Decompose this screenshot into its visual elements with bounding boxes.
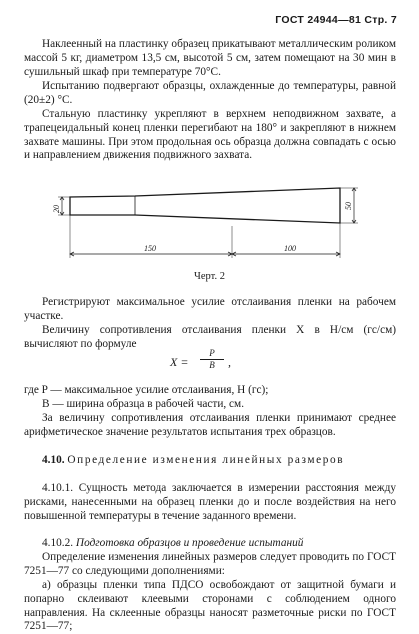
paragraph-rolling: Наклеенный на пластинку образец прикатывают металлическим роликом массой 5 кг, диаметром 13,5 см, высотой 5 см, затем помещают на 30 мин в сушильный шкаф при температуре 70°С. xyxy=(24,38,396,78)
paragraph-max-force: Регистрируют максимальное усилие отслаивания пленки на рабочем участке. xyxy=(24,296,396,322)
paragraph-average: За величину сопротивления отслаивания пленки принимают среднее арифметическое значение результатов испытания трех образцов. xyxy=(24,412,396,438)
right-length-label: 100 xyxy=(284,244,296,253)
formula-lhs: X = xyxy=(170,355,189,369)
paragraph-4-10-1: 4.10.1. Сущность метода заключается в измерении расстояния между рисками, нанесенными на образец пленки до и после воздействия на него повышенной температуры в течение заданного времени. xyxy=(24,482,396,522)
where-p: где P — максимальное усилие отслаивания, Н (гс); xyxy=(24,384,269,396)
page-label: Стр. xyxy=(364,14,388,26)
section-4-10-2-title: Подготовка образцов и проведение испытаний xyxy=(75,537,304,549)
formula xyxy=(170,348,300,378)
section-4-10-title: Определение изменения линейных размеров xyxy=(67,454,345,466)
formula-numerator: P xyxy=(209,348,215,358)
right-height-label: 50 xyxy=(344,202,353,210)
section-4-10-heading xyxy=(24,454,396,468)
paragraph-clamping: Стальную пластинку укрепляют в верхнем неподвижном захвате, а трапецеидальный конец пленки перегибают на 180° и закрепляют в нижнем захвате машины. При этом продольная ось образца должна совпадать с осью и направлением движения подвижного захвата. xyxy=(24,108,396,162)
paragraph-resistance: Величину сопротивления отслаивания пленки X в Н/см (гс/см) вычисляют по формуле xyxy=(24,324,396,350)
specimen-drawing xyxy=(0,178,419,268)
formula-tail: , xyxy=(228,355,231,369)
section-4-10-2-number: 4.10.2. xyxy=(42,537,74,549)
paragraph-temperature: Испытанию подвергают образцы, охлажденные до температуры, равной (20±2) °С. xyxy=(24,80,396,106)
where-b: B — ширина образца в рабочей части, см. xyxy=(42,398,245,410)
paragraph-additions: Определение изменения линейных размеров следует проводить по ГОСТ 7251—77 со следующими дополнениями: xyxy=(24,551,396,577)
section-4-10-2-heading xyxy=(24,537,396,551)
figure-caption: Черт. 2 xyxy=(194,271,225,282)
formula-denominator: B xyxy=(209,360,215,370)
standard-number: ГОСТ 24944—81 xyxy=(275,14,362,26)
paragraph-pdso: а) образцы пленки типа ПДСО освобождают от защитной бумаги и попарно склеивают клеевыми сторонами с соблюдением одного направления. На склеенные образцы наносят разметочные риски по ГОСТ 7251—77; xyxy=(24,579,396,633)
section-4-10-number: 4.10. xyxy=(42,454,65,466)
formula-fraction xyxy=(198,348,226,371)
specimen-outline xyxy=(70,188,340,223)
left-height-label: 20 xyxy=(52,205,61,213)
page-number: 7 xyxy=(390,14,397,26)
page-header xyxy=(275,14,397,26)
left-length-label: 150 xyxy=(144,244,156,253)
